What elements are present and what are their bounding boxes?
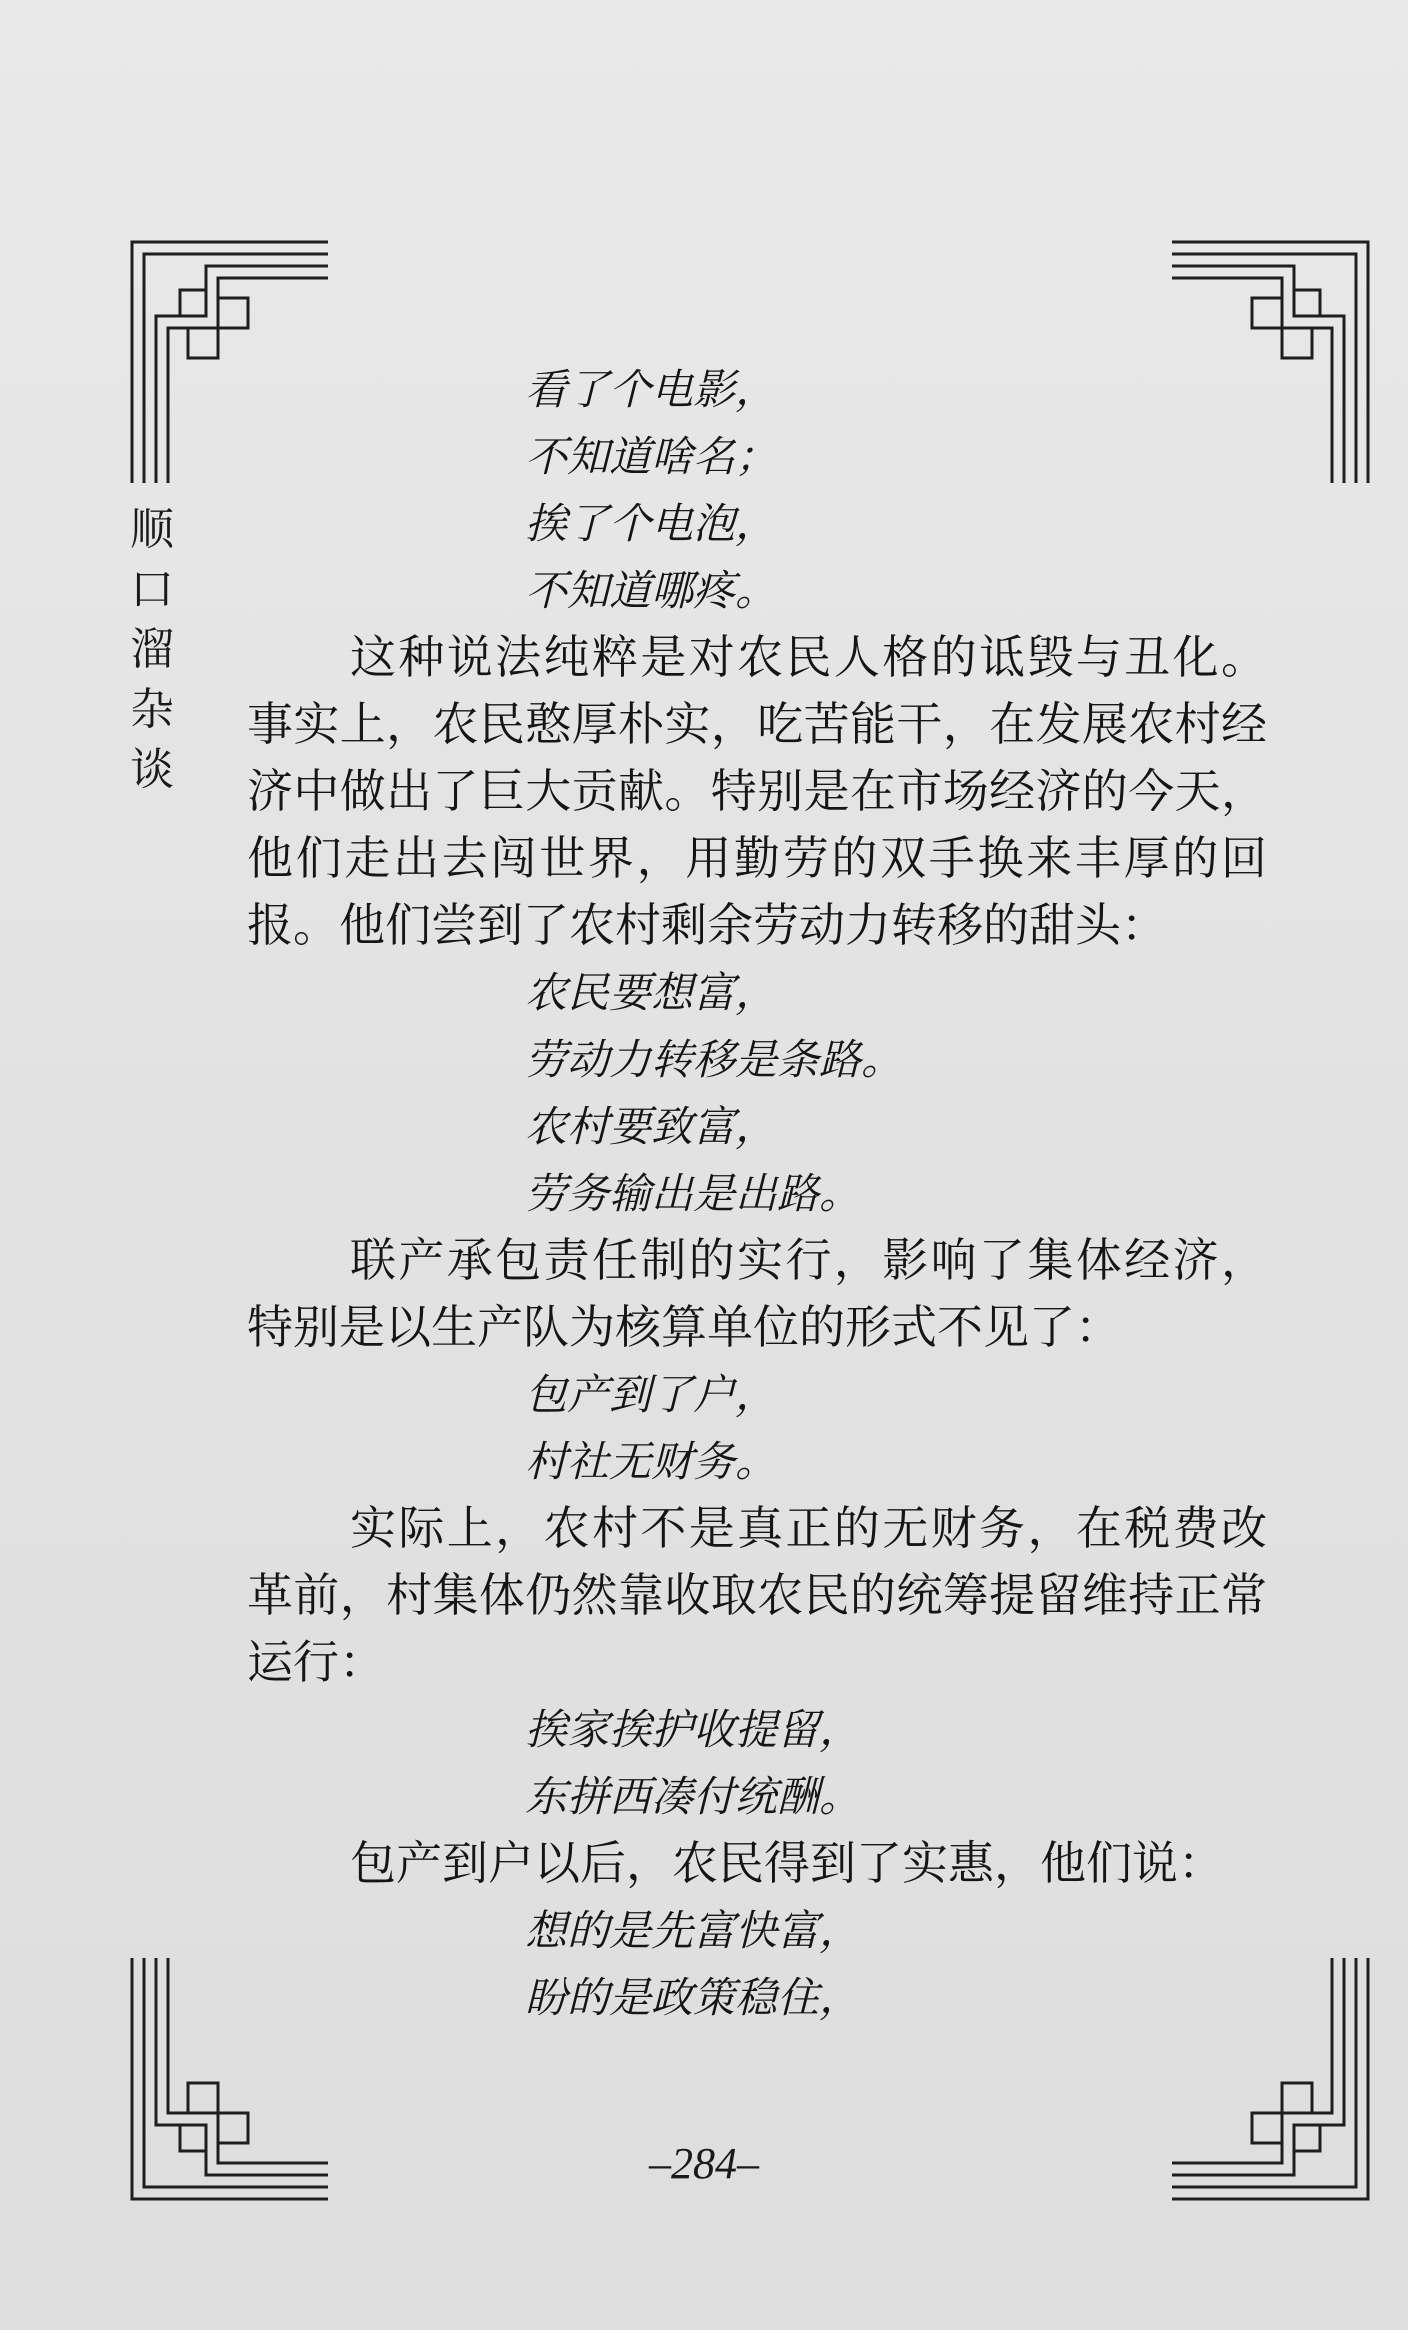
verse-line: 盼的是政策稳住，: [525, 1973, 862, 2022]
verse-line: 农民要想富，: [525, 968, 778, 1017]
page-number: –284–: [649, 2139, 759, 2188]
verse-line: 挨了个电泡，: [525, 499, 778, 548]
side-title-char: 杂: [130, 684, 174, 735]
prose-paragraph: 这种说法纯粹是对农民人格的诋毁与丑化。事实上，农民憨厚朴实，吃苦能干，在发展农村经济中做出了巨大贡献。特别是在市场经济的今天，他们走出去闯世界，用勤劳的双手换来丰厚的回报。他们尝到了农村剩余劳动力转移的甜头：: [247, 630, 1267, 952]
side-title-char: 口: [130, 564, 174, 615]
running-side-title: [124, 500, 180, 800]
prose-paragraph: 包产到户以后，农民得到了实惠，他们说：: [350, 1836, 1224, 1890]
body-text: [247, 356, 1267, 2031]
verse-line: 挨家挨护收提留，: [525, 1705, 862, 1754]
side-title-char: 谈: [130, 744, 174, 795]
prose-paragraph: 实际上，农村不是真正的无财务，在税费改革前，村集体仍然靠收取农民的统筹提留维持正常运行：: [247, 1501, 1267, 1689]
prose-paragraph: 联产承包责任制的实行，影响了集体经济，特别是以生产队为核算单位的形式不见了：: [247, 1233, 1267, 1354]
verse-line: 农村要致富，: [525, 1102, 778, 1151]
side-title-char: 顺: [130, 504, 174, 555]
verse-line: 看了个电影，: [525, 365, 778, 414]
verse-line: 劳务输出是出路。: [525, 1169, 862, 1218]
verse-line: 村社无财务。: [525, 1437, 778, 1486]
verse-line: 包产到了户，: [525, 1370, 778, 1419]
verse-line: 劳动力转移是条路。: [525, 1035, 904, 1084]
verse-line: 想的是先富快富，: [525, 1906, 862, 1955]
verse-line: 东拼西凑付统酬。: [525, 1772, 862, 1821]
side-title-char: 溜: [130, 624, 174, 675]
verse-line: 不知道哪疼。: [525, 566, 778, 615]
verse-line: 不知道啥名；: [525, 432, 778, 481]
